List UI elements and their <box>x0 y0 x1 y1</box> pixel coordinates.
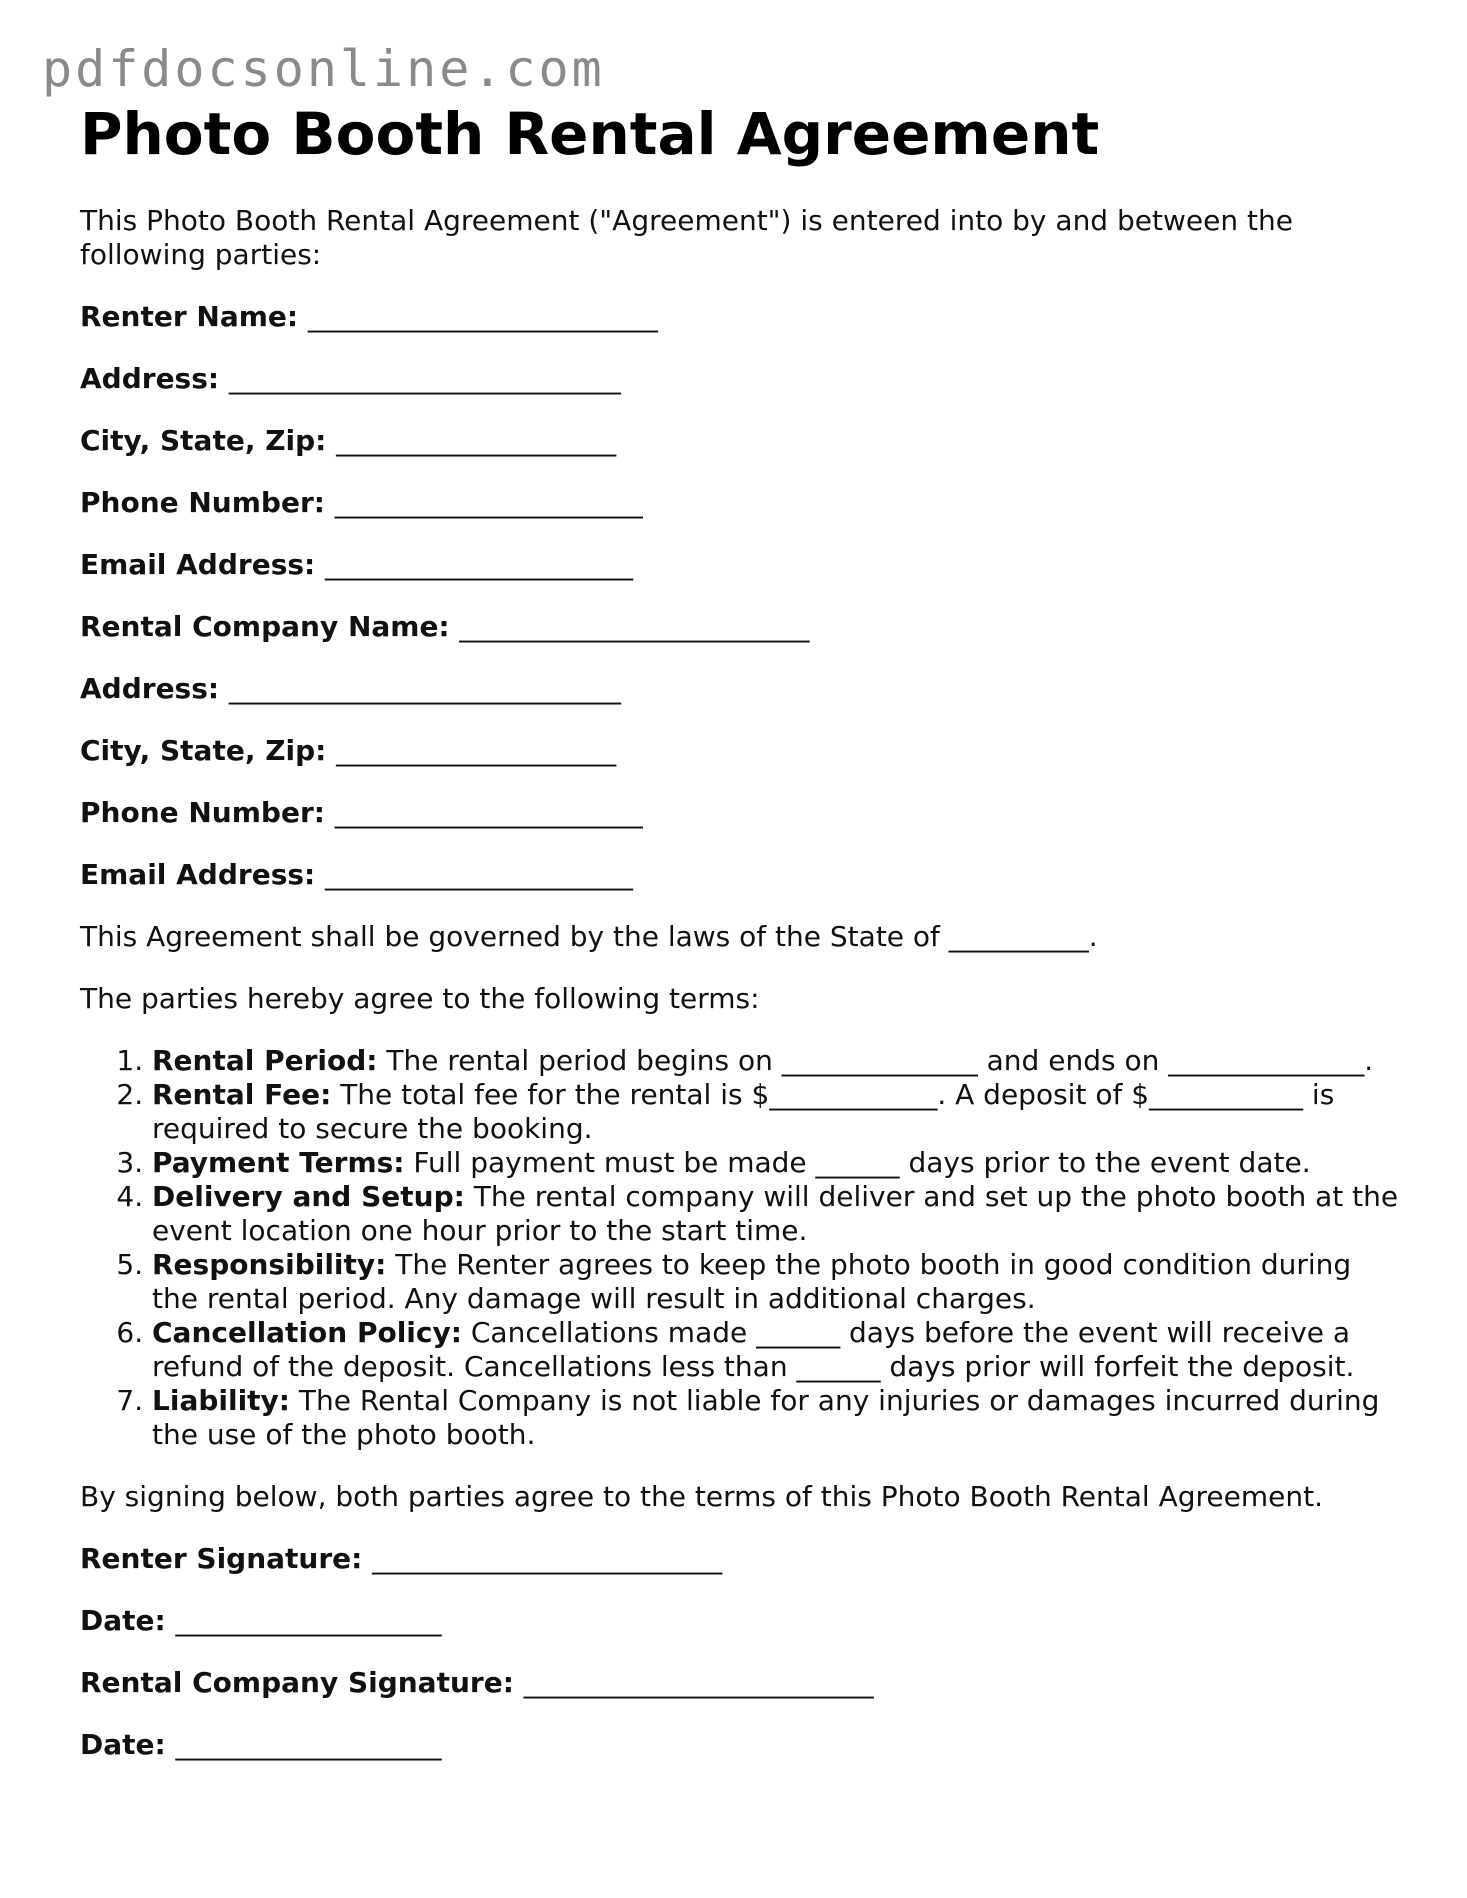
term-title: Delivery and Setup: <box>152 1179 465 1213</box>
intro-paragraph: This Photo Booth Rental Agreement ("Agreement") is entered into by and between the following parties: <box>80 203 1293 271</box>
term-text: The total fee for the rental is $____________. A deposit of $___________ is required to secure the booking. <box>152 1077 1335 1145</box>
renter-email-field <box>80 548 1400 582</box>
renter-phone-blank[interactable]: ______________________ <box>334 485 643 519</box>
renter-city-field <box>80 424 1400 458</box>
term-item <box>152 1180 1400 1248</box>
terms-intro-paragraph: The parties hereby agree to the following terms: <box>80 981 760 1015</box>
company-name-blank[interactable]: _________________________ <box>459 609 810 643</box>
company-name-field <box>80 610 1400 644</box>
field-label: Rental Company Name: <box>80 609 450 643</box>
renter-city-blank[interactable]: ____________________ <box>336 423 617 457</box>
field-label: Date: <box>80 1727 166 1761</box>
governing-law-paragraph: This Agreement shall be governed by the laws of the State of __________. <box>80 919 1098 953</box>
term-text: The rental company will deliver and set up the photo booth at the event location one hour prior to the start time. <box>152 1179 1399 1247</box>
term-text: Full payment must be made ______ days prior to the event date. <box>413 1145 1311 1179</box>
renter-address-field <box>80 362 1400 396</box>
field-label: Rental Company Signature: <box>80 1665 514 1699</box>
term-text: Cancellations made ______ days before the event will receive a refund of the deposit. Cancellations less than ______ days prior will forfeit the deposit. <box>152 1315 1355 1383</box>
renter-name-blank[interactable]: _________________________ <box>307 299 658 333</box>
renter-address-blank[interactable]: ____________________________ <box>228 361 621 395</box>
field-label: City, State, Zip: <box>80 423 327 457</box>
company-date-field <box>80 1728 1400 1762</box>
term-title: Rental Fee: <box>152 1077 332 1111</box>
company-city-field <box>80 734 1400 768</box>
field-label: Date: <box>80 1603 166 1637</box>
renter-date-blank[interactable]: ___________________ <box>175 1603 442 1637</box>
term-text: The Renter agrees to keep the photo booth in good condition during the rental period. Any damage will result in additional charges. <box>152 1247 1352 1315</box>
term-item <box>152 1384 1400 1452</box>
company-date-blank[interactable]: ___________________ <box>175 1727 442 1761</box>
term-title: Rental Period: <box>152 1043 378 1077</box>
renter-phone-field <box>80 486 1400 520</box>
field-label: Renter Name: <box>80 299 299 333</box>
term-item <box>152 1078 1400 1146</box>
document-page <box>80 100 1400 1762</box>
term-item <box>152 1044 1400 1078</box>
company-address-field <box>80 672 1400 706</box>
renter-email-blank[interactable]: ______________________ <box>324 547 633 581</box>
field-label: Phone Number: <box>80 485 325 519</box>
field-label: Phone Number: <box>80 795 325 829</box>
term-item <box>152 1248 1400 1316</box>
term-item <box>152 1316 1400 1384</box>
company-phone-blank[interactable]: ______________________ <box>334 795 643 829</box>
company-email-field <box>80 858 1400 892</box>
term-text: The Rental Company is not liable for any injuries or damages incurred during the use of the photo booth. <box>152 1383 1380 1451</box>
field-label: Email Address: <box>80 547 316 581</box>
company-phone-field <box>80 796 1400 830</box>
company-city-blank[interactable]: ____________________ <box>336 733 617 767</box>
term-title: Liability: <box>152 1383 291 1417</box>
renter-signature-field <box>80 1542 1400 1576</box>
company-address-blank[interactable]: ____________________________ <box>228 671 621 705</box>
field-label: City, State, Zip: <box>80 733 327 767</box>
term-title: Payment Terms: <box>152 1145 405 1179</box>
field-label: Renter Signature: <box>80 1541 363 1575</box>
page-title: Photo Booth Rental Agreement <box>80 100 1100 168</box>
terms-list <box>80 1044 1400 1452</box>
term-title: Responsibility: <box>152 1247 387 1281</box>
renter-signature-blank[interactable]: _________________________ <box>372 1541 723 1575</box>
renter-date-field <box>80 1604 1400 1638</box>
closing-paragraph: By signing below, both parties agree to the terms of this Photo Booth Rental Agreement. <box>80 1479 1323 1513</box>
term-title: Cancellation Policy: <box>152 1315 462 1349</box>
renter-name-field <box>80 300 1400 334</box>
field-label: Address: <box>80 671 220 705</box>
watermark: pdfdocsonline.com <box>42 40 605 98</box>
company-email-blank[interactable]: ______________________ <box>324 857 633 891</box>
term-item <box>152 1146 1400 1180</box>
field-label: Email Address: <box>80 857 316 891</box>
company-signature-blank[interactable]: _________________________ <box>523 1665 874 1699</box>
field-label: Address: <box>80 361 220 395</box>
company-signature-field <box>80 1666 1400 1700</box>
term-text: The rental period begins on ______________ and ends on ______________. <box>386 1043 1374 1077</box>
